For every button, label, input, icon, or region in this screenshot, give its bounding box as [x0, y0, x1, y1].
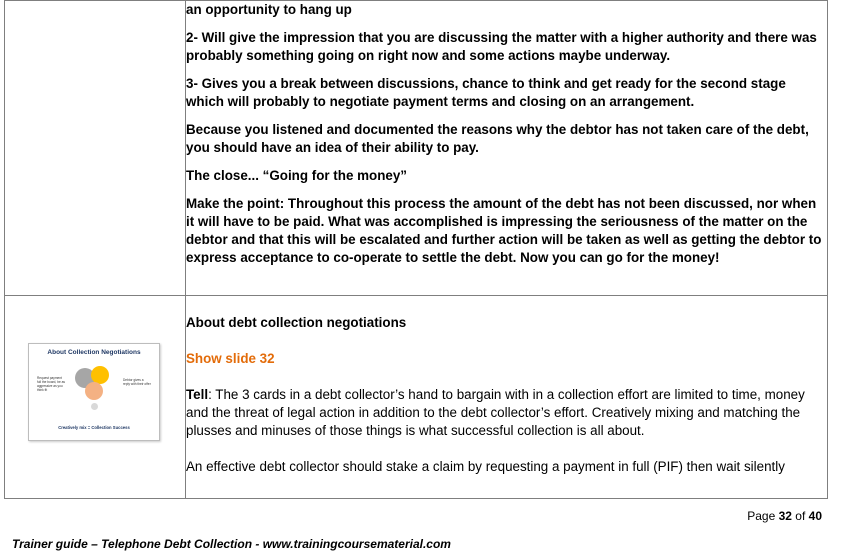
slide-bottom-text: Creatively mix = Collection Success [58, 425, 130, 430]
slide-left-text: Request payment full the board, be as aggressive as you think fit [37, 376, 65, 392]
tell-text: : The 3 cards in a debt collector’s hand to bargain with in a collection effort are limited to time, money and the threat of legal action in addition to the debt collector’s effort. Creatively mixing and matching the plusses and minuses of those things is what successful collection is all about. [186, 387, 805, 438]
slide-circle-legal [85, 382, 103, 400]
paragraph-point-3: 3- Gives you a break between discussions, chance to think and get ready for the second stage which will probably to negotiate payment terms and closing on an arrangement. [186, 76, 786, 109]
slide-right-text: Debtor gives a reply with their offer [123, 378, 151, 386]
tell-paragraph [186, 386, 827, 440]
paragraph-hang-up: an opportunity to hang up [186, 2, 352, 17]
table-row [5, 1, 828, 296]
slide-title: About Collection Negotiations [47, 349, 141, 356]
footer-title: Trainer guide – Telephone Debt Collection - www.trainingcoursematerial.com [12, 537, 451, 551]
tell-label: Tell [186, 387, 209, 402]
slide-thumbnail [28, 343, 160, 441]
right-cell [186, 1, 828, 296]
paragraph-point-2: 2- Will give the impression that you are discussing the matter with a higher authority and there was probably something going on right now and some actions maybe underway. [186, 30, 817, 63]
right-cell [186, 296, 828, 499]
paragraph-make-point: Make the point: Throughout this process the amount of the debt has not been discussed, nor when it will have to be paid. What was accomplished is impressing the seriousness of the matter on the debtor and that this will be escalated and further action will be taken as well as getting the debtor to express acceptance to co-operate to settle the debt. Now you can go for the money! [186, 196, 822, 265]
show-slide-instruction: Show slide 32 [186, 351, 275, 366]
section-heading: About debt collection negotiations [186, 315, 407, 330]
paragraph-pif: An effective debt collector should stake a claim by requesting a payment in full (PIF) then wait silently [186, 459, 785, 474]
page-number: Page 32 of 40 [747, 509, 822, 523]
paragraph-close: The close... “Going for the money” [186, 168, 407, 183]
slide-circle-effort [91, 403, 98, 410]
left-cell [5, 1, 186, 296]
paragraph-listened: Because you listened and documented the reasons why the debtor has not taken care of the debt, you should have an idea of their ability to pay. [186, 122, 809, 155]
